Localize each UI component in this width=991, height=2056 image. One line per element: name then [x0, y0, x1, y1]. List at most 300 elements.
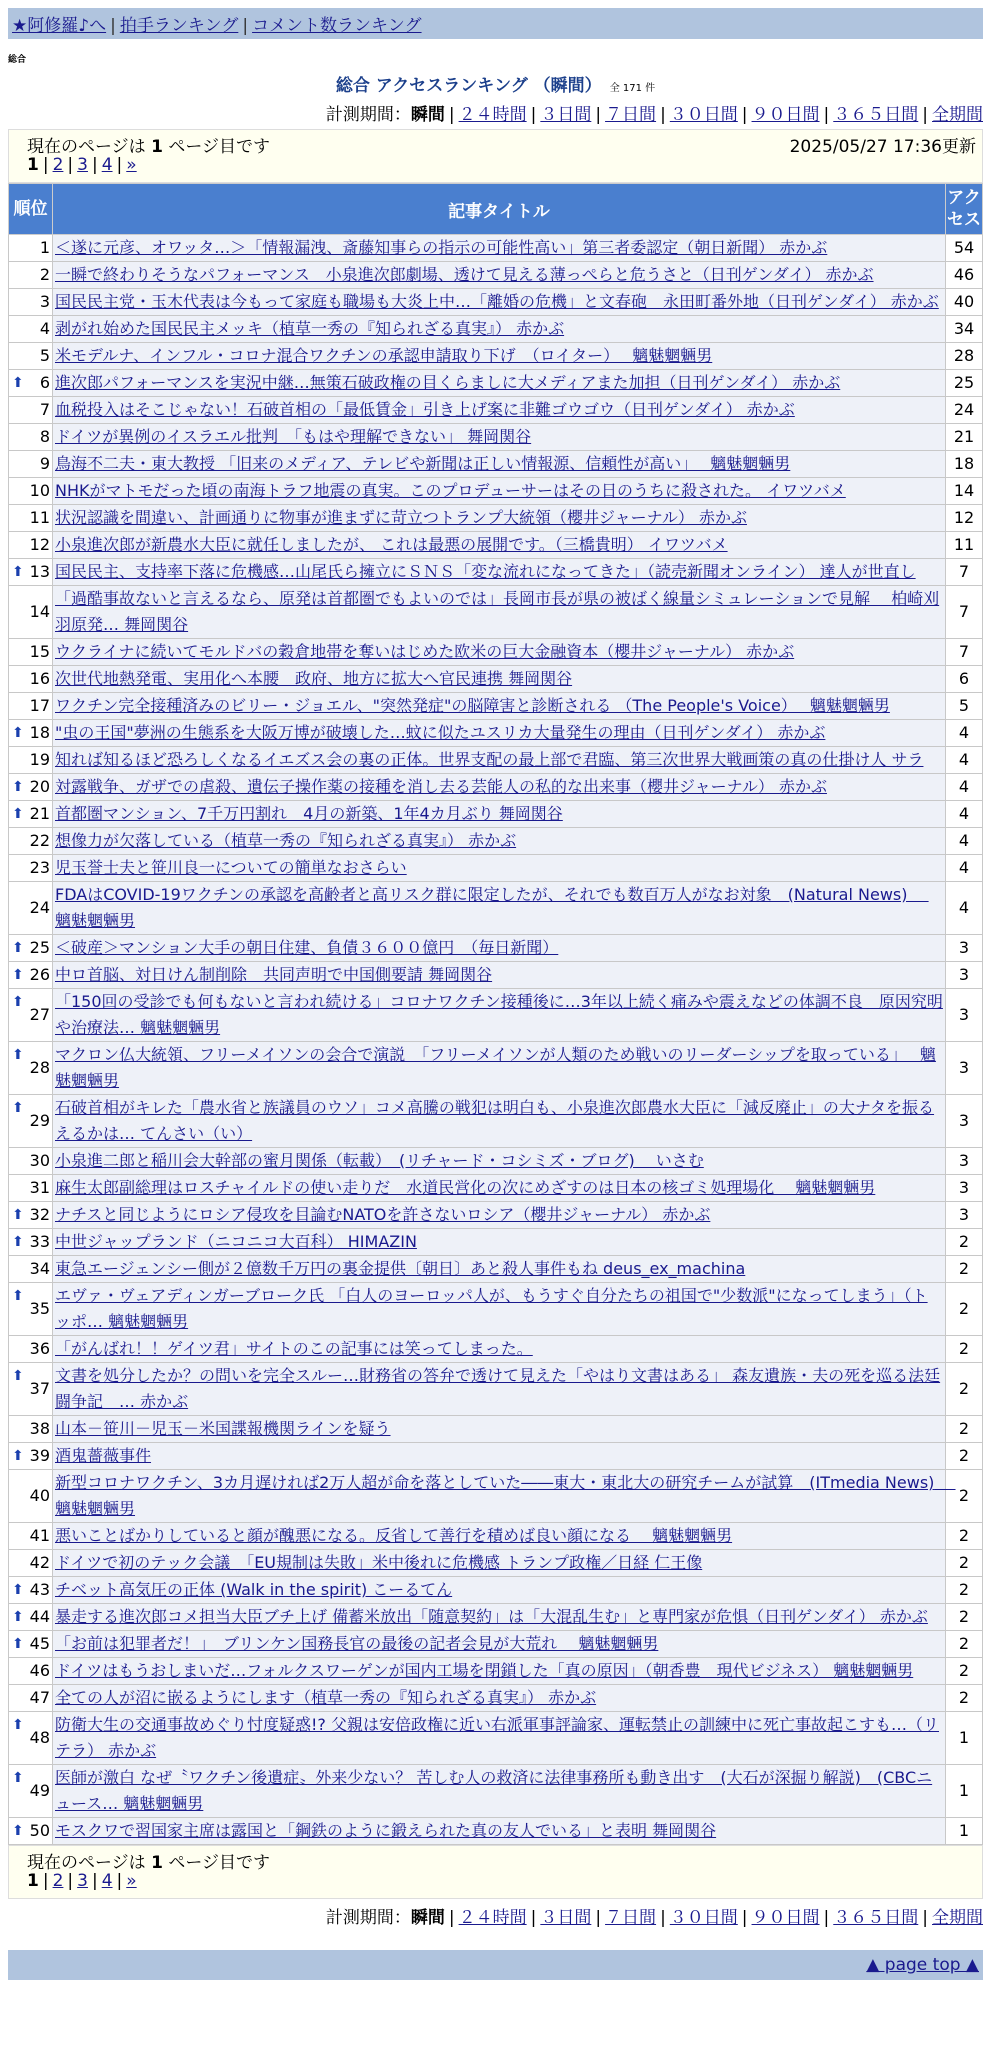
article-link[interactable]: 悪いことばかりしていると顔が醜悪になる。反省して善行を積めば良い顔になる 魑魅魍魎男	[55, 1526, 733, 1545]
rank-cell	[9, 451, 53, 478]
period-link[interactable]: ２４時間	[458, 1908, 527, 1928]
rank-up-arrow-icon: ⬆	[12, 1636, 24, 1652]
access-count: 2	[946, 1443, 983, 1470]
rank-cell	[9, 1283, 53, 1336]
access-count: 40	[946, 289, 983, 316]
period-link[interactable]: ３６５日間	[833, 1908, 919, 1928]
period-separator: |	[448, 105, 455, 125]
rank-number: 16	[29, 669, 50, 688]
title-cell	[53, 1229, 946, 1256]
table-row	[9, 505, 983, 532]
rank-up-arrow-icon: ⬆	[12, 1207, 24, 1223]
category-tag: 総合	[8, 55, 27, 65]
article-link[interactable]: 新型コロナワクチン、3カ月遅ければ2万人超が命を落としていた――東大・東北大の研究チームが試算 (ITmedia News) 魑魅魍魎男	[55, 1473, 956, 1518]
article-link[interactable]: 血税投入はそこじゃない！石破首相の「最低賃金」引き上げ案に非難ゴウゴウ（日刊ゲンダイ） 赤かぶ	[55, 400, 795, 419]
access-count: 4	[946, 720, 983, 747]
page-info-number: 1	[151, 137, 163, 157]
access-count: 4	[946, 774, 983, 801]
access-count: 2	[946, 1416, 983, 1443]
rank-number: 44	[29, 1607, 50, 1626]
footer-bar	[8, 1950, 983, 1980]
pager-separator: |	[91, 1871, 98, 1891]
title-cell	[53, 1042, 946, 1095]
rank-cell	[9, 397, 53, 424]
rank-cell	[9, 774, 53, 801]
article-link[interactable]: 首都圏マンション、7千万円割れ 4月の新築、1年4カ月ぶり 舞岡関谷	[55, 804, 563, 823]
rank-cell	[9, 801, 53, 828]
rank-cell	[9, 1148, 53, 1175]
rank-up-arrow-icon: ⬆	[12, 806, 24, 822]
table-row	[9, 1577, 983, 1604]
table-row	[9, 478, 983, 505]
article-link[interactable]: 中世ジャップランド（ニコニコ大百科） HIMAZIN	[55, 1232, 417, 1251]
rank-cell	[9, 1818, 53, 1845]
table-row	[9, 1631, 983, 1658]
article-link[interactable]: 児玉誉士夫と笹川良一についての簡単なおさらい	[55, 858, 407, 877]
table-row	[9, 370, 983, 397]
article-link[interactable]: 国民民主党・玉木代表は今もって家庭も職場も大炎上中…「離婚の危機」と文春砲 永田町番外地（日刊ゲンダイ） 赤かぶ	[55, 292, 939, 311]
access-count: 54	[946, 235, 983, 262]
pager-link[interactable]: »	[126, 1871, 137, 1891]
pager-separator: |	[67, 1871, 74, 1891]
access-count: 18	[946, 451, 983, 478]
period-link[interactable]: 全期間	[932, 1908, 983, 1928]
article-link[interactable]: 鳥海不二夫・東大教授 「旧来のメディア、テレビや新聞は正しい情報源、信頼性が高い」 魑魅魍魎男	[55, 454, 791, 473]
title-cell	[53, 235, 946, 262]
updated-time: 2025/05/27 17:36更新	[789, 137, 976, 157]
access-count: 3	[946, 1042, 983, 1095]
rank-cell	[9, 316, 53, 343]
access-count: 24	[946, 397, 983, 424]
rank-number: 26	[29, 965, 50, 984]
rank-number: 19	[29, 750, 50, 769]
period-separator: |	[922, 1908, 928, 1928]
title-cell	[53, 720, 946, 747]
period-current: 瞬間	[410, 1908, 445, 1928]
rank-up-arrow-icon: ⬆	[12, 1047, 24, 1063]
article-link[interactable]: 麻生太郎副総理はロスチャイルドの使い走りだ 水道民営化の次にめざすのは日本の核ゴミ処理場化 魑魅魍魎男	[55, 1178, 876, 1197]
rank-cell	[9, 828, 53, 855]
rank-number: 3	[39, 292, 50, 311]
title-cell	[53, 397, 946, 424]
rank-number: 24	[29, 898, 50, 917]
article-link[interactable]: 剥がれ始めた国民民主メッキ（植草一秀の『知られざる真実』） 赤かぶ	[55, 319, 565, 338]
rank-number: 13	[29, 562, 50, 581]
article-link[interactable]: チベット高気圧の正体 (Walk in the spirit) こーるてん	[55, 1580, 453, 1599]
rank-cell	[9, 1470, 53, 1523]
rank-cell	[9, 1550, 53, 1577]
rank-number: 29	[29, 1111, 50, 1130]
table-row	[9, 586, 983, 639]
rank-number: 27	[29, 1005, 50, 1024]
rank-cell	[9, 1765, 53, 1818]
title-cell	[53, 639, 946, 666]
title-cell	[53, 1818, 946, 1845]
rank-number: 4	[39, 319, 50, 338]
top-nav: ★阿修羅♪へ | 拍手ランキング | コメント数ランキング	[8, 8, 983, 39]
pager-separator: |	[116, 1871, 123, 1891]
table-row	[9, 666, 983, 693]
article-link[interactable]: ＜破産＞マンション大手の朝日住建、負債３６００億円 （毎日新聞）	[55, 938, 559, 957]
title-cell	[53, 478, 946, 505]
pager-link[interactable]: 2	[52, 155, 64, 175]
title-cell	[53, 1577, 946, 1604]
article-link[interactable]: 中ロ首脳、対日けん制削除 共同声明で中国側要請 舞岡関谷	[55, 965, 493, 984]
article-link[interactable]: 石破首相がキレた「農水省と族議員のウソ」コメ高騰の戦犯は明白も、小泉進次郎農水大臣に「減反廃止」の大ナタを振るえるかは… てんさい（い）	[55, 1098, 935, 1143]
title-cell	[53, 343, 946, 370]
article-link[interactable]: エヴァ・ヴェアディンガーブローク氏 「白人のヨーロッパ人が、もうすぐ自分たちの祖国で"少数派"になってしまう」（トッポ… 魑魅魍魎男	[55, 1286, 928, 1331]
rank-up-arrow-icon: ⬆	[12, 1100, 24, 1116]
period-separator: |	[823, 1908, 830, 1928]
rank-number: 11	[29, 508, 50, 527]
title-cell	[53, 586, 946, 639]
page-info-prefix: 現在のページは	[27, 137, 146, 157]
access-count: 3	[946, 1202, 983, 1229]
period-link[interactable]: ３日間	[540, 1908, 592, 1928]
access-count: 11	[946, 532, 983, 559]
title-cell	[53, 1095, 946, 1148]
article-link[interactable]: 状況認識を間違い、計画通りに物事が進まずに苛立つトランプ大統領（櫻井ジャーナル） 赤かぶ	[55, 508, 747, 527]
rank-cell	[9, 1604, 53, 1631]
rank-cell	[9, 935, 53, 962]
title-cell	[53, 1523, 946, 1550]
article-link[interactable]: 想像力が欠落している（植草一秀の『知られざる真実』） 赤かぶ	[55, 831, 517, 850]
period-link[interactable]: ３０日間	[669, 1908, 738, 1928]
rank-cell	[9, 989, 53, 1042]
title-cell	[53, 370, 946, 397]
rank-number: 18	[29, 723, 50, 742]
page-info-suffix: ページ目です	[168, 137, 270, 157]
access-count: 4	[946, 801, 983, 828]
table-row	[9, 559, 983, 586]
period-link[interactable]: ３日間	[540, 105, 592, 125]
title-cell	[53, 289, 946, 316]
article-link[interactable]: 米モデルナ、インフル・コロナ混合ワクチンの承認申請取り下げ （ロイター） 魑魅魍魎男	[55, 346, 713, 365]
period-separator: |	[595, 1908, 602, 1928]
article-link[interactable]: 暴走する進次郎コメ担当大臣ブチ上げ 備蓄米放出「随意契約」は「大混乱生む」と専門家が危惧（日刊ゲンダイ） 赤かぶ	[55, 1607, 928, 1626]
table-row	[9, 424, 983, 451]
article-link[interactable]: 小泉進次郎が新農水大臣に就任しましたが、 これは最悪の展開です。（三橋貴明） イワツバメ	[55, 535, 728, 554]
rank-number: 33	[29, 1232, 50, 1251]
rank-number: 22	[29, 831, 50, 850]
article-link[interactable]: 一瞬で終わりそうなパフォーマンス 小泉進次郎劇場、透けて見える薄っぺらと危うさと（日刊ゲンダイ） 赤かぶ	[55, 265, 874, 284]
pager-link[interactable]: 4	[101, 1871, 113, 1891]
access-count: 5	[946, 693, 983, 720]
rank-number: 30	[29, 1151, 50, 1170]
rank-cell	[9, 559, 53, 586]
rank-number: 46	[29, 1661, 50, 1680]
article-link[interactable]: 東急エージェンシー側が２億数千万円の裏金提供〔朝日〕あと殺人事件もね deus_ex_machina	[55, 1259, 746, 1278]
rank-cell	[9, 1202, 53, 1229]
title-cell	[53, 828, 946, 855]
page-info-number-bottom: 1	[151, 1853, 163, 1873]
table-row	[9, 1685, 983, 1712]
title-cell	[53, 693, 946, 720]
rank-number: 48	[29, 1728, 50, 1747]
access-count: 2	[946, 1470, 983, 1523]
table-row	[9, 855, 983, 882]
rank-cell	[9, 424, 53, 451]
title-cell	[53, 935, 946, 962]
table-row	[9, 1818, 983, 1845]
article-link[interactable]: ナチスと同じようにロシア侵攻を目論むNATOを許さないロシア（櫻井ジャーナル） 赤かぶ	[55, 1205, 711, 1224]
rank-number: 10	[29, 481, 50, 500]
table-row	[9, 1550, 983, 1577]
rank-cell	[9, 666, 53, 693]
rank-number: 45	[29, 1634, 50, 1653]
article-link[interactable]: ウクライナに続いてモルドバの穀倉地帯を奪いはじめた欧米の巨大金融資本（櫻井ジャーナル） 赤かぶ	[55, 642, 795, 661]
rank-up-arrow-icon: ⬆	[12, 994, 24, 1010]
rank-up-arrow-icon: ⬆	[12, 375, 24, 391]
period-link[interactable]: ７日間	[605, 1908, 657, 1928]
pager-link[interactable]: 3	[77, 155, 88, 175]
rank-number: 41	[29, 1526, 50, 1545]
rank-cell	[9, 1042, 53, 1095]
article-link[interactable]: 文書を処分したか？の問いを完全スルー…財務省の答弁で透けて見えた「やはり文書はある」 森友遺族・夫の死を巡る法廷闘争記 … 赤かぶ	[55, 1366, 941, 1411]
rank-number: 36	[29, 1339, 50, 1358]
access-count: 4	[946, 882, 983, 935]
rank-up-arrow-icon: ⬆	[12, 564, 24, 580]
access-count: 3	[946, 989, 983, 1042]
title-cell	[53, 1148, 946, 1175]
article-link[interactable]: 次世代地熱発電、実用化へ本腰 政府、地方に拡大へ官民連携 舞岡関谷	[55, 669, 573, 688]
table-row	[9, 1202, 983, 1229]
rank-cell	[9, 720, 53, 747]
title-cell	[53, 747, 946, 774]
pager-link[interactable]: »	[126, 155, 137, 175]
title-cell	[53, 262, 946, 289]
table-row	[9, 639, 983, 666]
rank-number: 34	[29, 1259, 50, 1278]
title-cell	[53, 855, 946, 882]
access-count: 2	[946, 1523, 983, 1550]
rank-number: 37	[29, 1379, 50, 1398]
article-link[interactable]: 「お前は犯罪者だ！」 ブリンケン国務長官の最後の記者会見が大荒れ 魑魅魍魎男	[55, 1634, 659, 1653]
pager-current: 1	[27, 1871, 39, 1891]
title-cell	[53, 801, 946, 828]
article-link[interactable]: 「150回の受診でも何もないと言われ続ける」コロナワクチン接種後に…3年以上続く痛みや震えなどの体調不良 原因究明や治療法… 魑魅魍魎男	[55, 992, 943, 1037]
period-separator: |	[595, 105, 602, 125]
title-cell	[53, 505, 946, 532]
rank-cell	[9, 505, 53, 532]
access-count: 4	[946, 855, 983, 882]
page-info-bottom	[27, 1848, 270, 1873]
access-count: 6	[946, 666, 983, 693]
table-row	[9, 1712, 983, 1765]
rank-cell	[9, 586, 53, 639]
rank-number: 21	[29, 804, 50, 823]
period-separator: |	[660, 105, 666, 125]
title-cell	[53, 1256, 946, 1283]
article-link[interactable]: マクロン仏大統領、フリーメイソンの会合で演説 「フリーメイソンが人類のため戦いのリーダーシップを取っている」 魑魅魍魎男	[55, 1045, 936, 1090]
title-cell	[53, 1712, 946, 1765]
pager-separator: |	[91, 155, 98, 175]
period-link[interactable]: ２４時間	[458, 105, 527, 125]
access-count: 3	[946, 962, 983, 989]
access-count: 2	[946, 1685, 983, 1712]
col-title-header: 記事タイトル	[53, 184, 946, 235]
page-info-suffix-bottom: ページ目です	[168, 1853, 270, 1873]
article-link[interactable]: 全ての人が沼に嵌るようにします（植草一秀の『知られざる真実』） 赤かぶ	[55, 1688, 597, 1707]
rank-cell	[9, 1416, 53, 1443]
pager-link[interactable]: 3	[77, 1871, 88, 1891]
article-link[interactable]: ドイツが異例のイスラエル批判 「もはや理解できない」 舞岡関谷	[55, 427, 532, 446]
article-link[interactable]: NHKがマトモだった頃の南海トラフ地震の真実。このプロデューサーはその日のうちに殺された。 イワツバメ	[55, 481, 846, 500]
article-link[interactable]: ワクチン完全接種済みのビリー・ジョエル、"突然発症"の脳障害と診断される （The People's Voice） 魑魅魍魎男	[55, 696, 890, 715]
table-row	[9, 989, 983, 1042]
period-separator: |	[922, 105, 928, 125]
table-row	[9, 882, 983, 935]
access-count: 2	[946, 1256, 983, 1283]
table-row	[9, 720, 983, 747]
table-row	[9, 962, 983, 989]
title-cell	[53, 1363, 946, 1416]
ranking-table	[8, 183, 983, 1845]
article-link[interactable]: 国民民主、支持率下落に危機感…山尾氏ら擁立にＳＮＳ「変な流れになってきた」（読売新聞オンライン） 達人が世直し	[55, 562, 916, 581]
title-cell	[53, 532, 946, 559]
access-count: 7	[946, 639, 983, 666]
nav-clap-ranking-link[interactable]: 拍手ランキング	[119, 16, 239, 36]
table-row	[9, 935, 983, 962]
rank-cell	[9, 693, 53, 720]
table-row	[9, 343, 983, 370]
pager-link[interactable]: 2	[52, 1871, 64, 1891]
article-link[interactable]: 進次郎パフォーマンスを実況中継…無策石破政権の目くらましに大メディアまた加担（日刊ゲンダイ） 赤かぶ	[55, 373, 841, 392]
rank-cell	[9, 1336, 53, 1363]
article-link[interactable]: 小泉進二郎と稲川会大幹部の蜜月関係（転載） (リチャード・コシミズ・ブログ) いさむ	[55, 1151, 704, 1170]
page-top-link[interactable]: ▲ page top ▲	[866, 1955, 979, 1975]
article-link[interactable]: FDAはCOVID-19ワクチンの承認を高齢者と高リスク群に限定したが、それでも数百万人がなお対象 (Natural News) 魑魅魍魎男	[55, 885, 929, 930]
access-count: 34	[946, 316, 983, 343]
rank-up-arrow-icon: ⬆	[12, 1717, 24, 1733]
access-count: 7	[946, 586, 983, 639]
rank-number: 20	[29, 777, 50, 796]
pager-bottom	[27, 1871, 137, 1891]
rank-cell	[9, 1229, 53, 1256]
access-count: 1	[946, 1765, 983, 1818]
pager-link[interactable]: 4	[101, 155, 113, 175]
access-count: 2	[946, 1604, 983, 1631]
rank-number: 31	[29, 1178, 50, 1197]
period-link[interactable]: 全期間	[932, 105, 983, 125]
pager-separator: |	[42, 1871, 49, 1891]
rank-number: 5	[39, 346, 50, 365]
period-separator: |	[741, 105, 748, 125]
article-link[interactable]: モスクワで習国家主席は露国と「鋼鉄のように鍛えられた真の友人でいる」と表明 舞岡関谷	[55, 1821, 717, 1840]
table-row	[9, 532, 983, 559]
period-selector-bottom	[8, 1903, 983, 1928]
rank-cell	[9, 370, 53, 397]
article-link[interactable]: 酒鬼薔薇事件	[55, 1446, 152, 1465]
article-link[interactable]: "虫の王国"夢洲の生態系を大阪万博が破壊した…蚊に似たユスリカ大量発生の理由（日刊ゲンダイ） 赤かぶ	[55, 723, 826, 742]
period-link[interactable]: ３６５日間	[833, 105, 919, 125]
period-link[interactable]: ９０日間	[751, 105, 820, 125]
article-link[interactable]: 山本－笹川－児玉－米国諜報機関ラインを疑う	[55, 1419, 391, 1438]
rank-number: 38	[29, 1419, 50, 1438]
access-count: 3	[946, 1095, 983, 1148]
rank-number: 49	[29, 1781, 50, 1800]
period-separator: |	[530, 105, 537, 125]
access-count: 21	[946, 424, 983, 451]
title-cell	[53, 1604, 946, 1631]
pager-separator: |	[42, 155, 49, 175]
page-info-prefix-bottom: 現在のページは	[27, 1853, 146, 1873]
rank-cell	[9, 855, 53, 882]
rank-number: 50	[29, 1821, 50, 1840]
period-separator: |	[448, 1908, 455, 1928]
page-info-box-top	[8, 129, 983, 183]
period-separator: |	[823, 105, 830, 125]
period-separator: |	[660, 1908, 666, 1928]
rank-cell	[9, 639, 53, 666]
article-link[interactable]: ＜遂に元彦、オワッタ…＞「情報漏洩、斎藤知事らの指示の可能性高い」第三者委認定（朝日新聞） 赤かぶ	[55, 238, 828, 257]
rank-number: 14	[29, 602, 50, 621]
rank-number: 23	[29, 858, 50, 877]
page-title	[0, 71, 991, 96]
period-link[interactable]: ９０日間	[751, 1908, 820, 1928]
article-link[interactable]: 防衛大生の交通事故めぐり忖度疑惑!? 父親は安倍政権に近い右派軍事評論家、運転禁止の訓練中に死亡事故起こすも…（リテラ） 赤かぶ	[55, 1715, 939, 1760]
table-row	[9, 828, 983, 855]
table-row	[9, 1336, 983, 1363]
article-link[interactable]: 知れば知るほど恐ろしくなるイエズス会の裏の正体。世界支配の最上部で君臨、第三次世界大戦画策の真の仕掛け人 サラ	[55, 750, 924, 769]
article-link[interactable]: ドイツはもうおしまいだ…フォルクスワーゲンが国内工場を閉鎖した「真の原因」（朝香豊 現代ビジネス） 魑魅魍魎男	[55, 1661, 914, 1680]
title-cell	[53, 1175, 946, 1202]
table-row	[9, 1148, 983, 1175]
pager-separator: |	[116, 155, 123, 175]
title-cell	[53, 962, 946, 989]
title-cell	[53, 1283, 946, 1336]
table-row	[9, 1095, 983, 1148]
rank-number: 25	[29, 938, 50, 957]
rank-cell	[9, 478, 53, 505]
rank-number: 8	[39, 427, 50, 446]
title-cell	[53, 1416, 946, 1443]
access-count: 46	[946, 262, 983, 289]
article-link[interactable]: 医師が激白 なぜ〝ワクチン後遺症〟外来少ない？ 苦しむ人の救済に法律事務所も動き出す (大石が深掘り解説) (CBCニュース… 魑魅魍魎男	[55, 1768, 933, 1813]
nav-comment-ranking-link[interactable]: コメント数ランキング	[252, 16, 422, 36]
table-row	[9, 747, 983, 774]
table-row	[9, 1416, 983, 1443]
access-count: 25	[946, 370, 983, 397]
access-count: 3	[946, 935, 983, 962]
rank-cell	[9, 882, 53, 935]
title-cell	[53, 1765, 946, 1818]
period-link[interactable]: ３０日間	[669, 105, 738, 125]
period-link[interactable]: ７日間	[605, 105, 657, 125]
rank-cell	[9, 1443, 53, 1470]
rank-cell	[9, 289, 53, 316]
rank-up-arrow-icon: ⬆	[12, 940, 24, 956]
access-count: 2	[946, 1550, 983, 1577]
nav-ashura-link[interactable]: ★阿修羅♪へ	[12, 16, 107, 36]
rank-up-arrow-icon: ⬆	[12, 1288, 24, 1304]
access-count: 3	[946, 1148, 983, 1175]
article-link[interactable]: 対露戦争、ガザでの虐殺、遺伝子操作薬の接種を消し去る芸能人の私的な出来事（櫻井ジャーナル） 赤かぶ	[55, 777, 827, 796]
article-link[interactable]: ドイツで初のテック会議 「EU規制は失敗」米中後れに危機感 トランプ政権／日経 仁王像	[55, 1553, 703, 1572]
article-link[interactable]: 「過酷事故ないと言えるなら、原発は首都圏でもよいのでは」長岡市長が県の被ばく線量シミュレーションで見解 柏崎刈羽原発… 舞岡関谷	[55, 589, 940, 634]
table-row	[9, 1658, 983, 1685]
table-row	[9, 1443, 983, 1470]
table-row	[9, 289, 983, 316]
rank-up-arrow-icon: ⬆	[12, 967, 24, 983]
rank-number: 17	[29, 696, 50, 715]
page-info	[27, 132, 270, 157]
article-link[interactable]: 「がんばれ！！ゲイツ君」サイトのこの記事には笑ってしまった。	[55, 1339, 533, 1358]
access-count: 2	[946, 1283, 983, 1336]
rank-number: 32	[29, 1205, 50, 1224]
rank-cell	[9, 532, 53, 559]
period-label: 計測期間：	[325, 1908, 411, 1928]
